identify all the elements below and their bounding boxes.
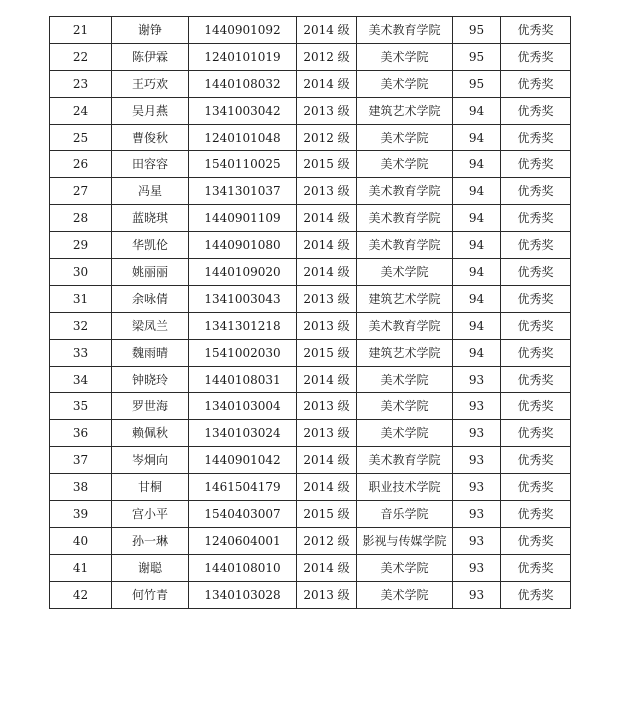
cell-number: 38 [50,474,112,501]
cell-award: 优秀奖 [501,97,571,124]
cell-student-name: 田容容 [112,151,189,178]
cell-score: 94 [453,205,501,232]
cell-student-name: 甘桐 [112,474,189,501]
cell-number: 41 [50,554,112,581]
cell-grade: 2012 级 [297,43,357,70]
cell-college: 美术教育学院 [357,17,453,44]
cell-student-id: 1340103028 [189,581,297,608]
cell-number: 35 [50,393,112,420]
cell-student-id: 1440108032 [189,70,297,97]
cell-award: 优秀奖 [501,43,571,70]
cell-student-id: 1341003043 [189,285,297,312]
cell-award: 优秀奖 [501,285,571,312]
cell-college: 影视与传媒学院 [357,527,453,554]
awards-table [49,16,571,609]
cell-grade: 2014 级 [297,17,357,44]
cell-grade: 2013 级 [297,178,357,205]
cell-score: 93 [453,554,501,581]
cell-student-id: 1240101019 [189,43,297,70]
cell-award: 优秀奖 [501,420,571,447]
cell-score: 94 [453,151,501,178]
cell-number: 39 [50,501,112,528]
cell-score: 93 [453,420,501,447]
cell-grade: 2012 级 [297,124,357,151]
cell-student-id: 1340103004 [189,393,297,420]
table-row [50,581,571,608]
cell-college: 美术学院 [357,366,453,393]
cell-grade: 2013 级 [297,581,357,608]
cell-award: 优秀奖 [501,70,571,97]
cell-award: 优秀奖 [501,17,571,44]
cell-award: 优秀奖 [501,124,571,151]
table-row [50,43,571,70]
document-page [49,16,571,609]
cell-number: 24 [50,97,112,124]
cell-student-id: 1440109020 [189,259,297,286]
cell-student-name: 余咏倩 [112,285,189,312]
cell-number: 30 [50,259,112,286]
cell-college: 美术学院 [357,151,453,178]
cell-score: 94 [453,232,501,259]
cell-college: 美术学院 [357,259,453,286]
cell-award: 优秀奖 [501,151,571,178]
cell-student-name: 罗世海 [112,393,189,420]
cell-student-id: 1341301037 [189,178,297,205]
cell-college: 建筑艺术学院 [357,339,453,366]
cell-score: 94 [453,97,501,124]
cell-number: 28 [50,205,112,232]
cell-student-name: 蓝晓琪 [112,205,189,232]
cell-grade: 2015 级 [297,501,357,528]
cell-grade: 2014 级 [297,447,357,474]
cell-student-id: 1341003042 [189,97,297,124]
cell-grade: 2013 级 [297,420,357,447]
table-row [50,97,571,124]
cell-score: 94 [453,178,501,205]
cell-college: 美术学院 [357,581,453,608]
cell-grade: 2014 级 [297,366,357,393]
cell-number: 27 [50,178,112,205]
cell-student-name: 曹俊秋 [112,124,189,151]
cell-score: 94 [453,285,501,312]
awards-table-body [50,17,571,609]
cell-student-name: 华凯伦 [112,232,189,259]
table-row [50,420,571,447]
cell-number: 31 [50,285,112,312]
cell-score: 93 [453,474,501,501]
cell-award: 优秀奖 [501,527,571,554]
cell-grade: 2014 级 [297,259,357,286]
cell-student-id: 1461504179 [189,474,297,501]
cell-grade: 2014 级 [297,474,357,501]
cell-college: 美术教育学院 [357,205,453,232]
cell-grade: 2014 级 [297,232,357,259]
cell-number: 42 [50,581,112,608]
cell-award: 优秀奖 [501,178,571,205]
table-row [50,527,571,554]
cell-college: 美术教育学院 [357,232,453,259]
cell-award: 优秀奖 [501,339,571,366]
cell-college: 音乐学院 [357,501,453,528]
cell-score: 95 [453,70,501,97]
cell-college: 美术学院 [357,554,453,581]
table-row [50,339,571,366]
cell-student-id: 1440108010 [189,554,297,581]
cell-score: 93 [453,366,501,393]
cell-student-name: 魏雨晴 [112,339,189,366]
cell-student-name: 岑炯向 [112,447,189,474]
cell-number: 36 [50,420,112,447]
cell-student-id: 1440901080 [189,232,297,259]
cell-college: 美术学院 [357,393,453,420]
cell-grade: 2013 级 [297,312,357,339]
cell-college: 建筑艺术学院 [357,285,453,312]
cell-grade: 2013 级 [297,285,357,312]
cell-student-name: 谢聪 [112,554,189,581]
table-row [50,205,571,232]
table-row [50,393,571,420]
cell-award: 优秀奖 [501,554,571,581]
table-row [50,17,571,44]
cell-score: 94 [453,259,501,286]
cell-student-id: 1540110025 [189,151,297,178]
cell-award: 优秀奖 [501,447,571,474]
cell-grade: 2014 级 [297,554,357,581]
cell-college: 美术学院 [357,420,453,447]
cell-award: 优秀奖 [501,366,571,393]
cell-number: 33 [50,339,112,366]
cell-college: 建筑艺术学院 [357,97,453,124]
cell-student-id: 1240604001 [189,527,297,554]
cell-award: 优秀奖 [501,393,571,420]
cell-score: 93 [453,527,501,554]
cell-score: 93 [453,393,501,420]
cell-score: 93 [453,581,501,608]
cell-award: 优秀奖 [501,259,571,286]
cell-student-name: 孙一琳 [112,527,189,554]
cell-score: 95 [453,17,501,44]
table-row [50,447,571,474]
cell-student-id: 1440901109 [189,205,297,232]
cell-grade: 2014 级 [297,205,357,232]
cell-grade: 2015 级 [297,151,357,178]
cell-number: 29 [50,232,112,259]
cell-number: 37 [50,447,112,474]
cell-score: 94 [453,339,501,366]
cell-college: 美术学院 [357,43,453,70]
cell-student-name: 梁凤兰 [112,312,189,339]
cell-student-name: 何竹青 [112,581,189,608]
cell-score: 93 [453,447,501,474]
cell-student-name: 宫小平 [112,501,189,528]
cell-award: 优秀奖 [501,205,571,232]
cell-number: 40 [50,527,112,554]
cell-student-name: 陈伊霖 [112,43,189,70]
cell-student-name: 吴月燕 [112,97,189,124]
table-row [50,232,571,259]
cell-grade: 2014 级 [297,70,357,97]
cell-award: 优秀奖 [501,474,571,501]
cell-college: 美术学院 [357,124,453,151]
table-row [50,474,571,501]
cell-number: 32 [50,312,112,339]
cell-number: 23 [50,70,112,97]
cell-student-name: 钟晓玲 [112,366,189,393]
cell-grade: 2015 级 [297,339,357,366]
cell-student-name: 王巧欢 [112,70,189,97]
cell-grade: 2013 级 [297,97,357,124]
cell-score: 94 [453,124,501,151]
cell-student-name: 谢铮 [112,17,189,44]
cell-grade: 2013 级 [297,393,357,420]
table-row [50,124,571,151]
cell-number: 21 [50,17,112,44]
cell-score: 93 [453,501,501,528]
cell-award: 优秀奖 [501,581,571,608]
table-row [50,151,571,178]
cell-student-id: 1340103024 [189,420,297,447]
cell-student-name: 姚丽丽 [112,259,189,286]
cell-student-id: 1440901042 [189,447,297,474]
cell-award: 优秀奖 [501,232,571,259]
cell-college: 美术教育学院 [357,178,453,205]
cell-score: 95 [453,43,501,70]
cell-number: 34 [50,366,112,393]
table-row [50,178,571,205]
cell-student-name: 冯星 [112,178,189,205]
table-row [50,259,571,286]
cell-student-id: 1240101048 [189,124,297,151]
table-row [50,501,571,528]
table-row [50,312,571,339]
cell-number: 26 [50,151,112,178]
cell-college: 美术教育学院 [357,312,453,339]
table-row [50,285,571,312]
cell-student-id: 1440901092 [189,17,297,44]
cell-award: 优秀奖 [501,312,571,339]
cell-number: 25 [50,124,112,151]
cell-college: 美术学院 [357,70,453,97]
cell-student-name: 赖佩秋 [112,420,189,447]
cell-grade: 2012 级 [297,527,357,554]
cell-college: 美术教育学院 [357,447,453,474]
cell-number: 22 [50,43,112,70]
cell-student-id: 1541002030 [189,339,297,366]
cell-award: 优秀奖 [501,501,571,528]
table-row [50,70,571,97]
cell-student-id: 1440108031 [189,366,297,393]
table-row [50,366,571,393]
cell-college: 职业技术学院 [357,474,453,501]
cell-score: 94 [453,312,501,339]
cell-student-id: 1341301218 [189,312,297,339]
table-row [50,554,571,581]
cell-student-id: 1540403007 [189,501,297,528]
